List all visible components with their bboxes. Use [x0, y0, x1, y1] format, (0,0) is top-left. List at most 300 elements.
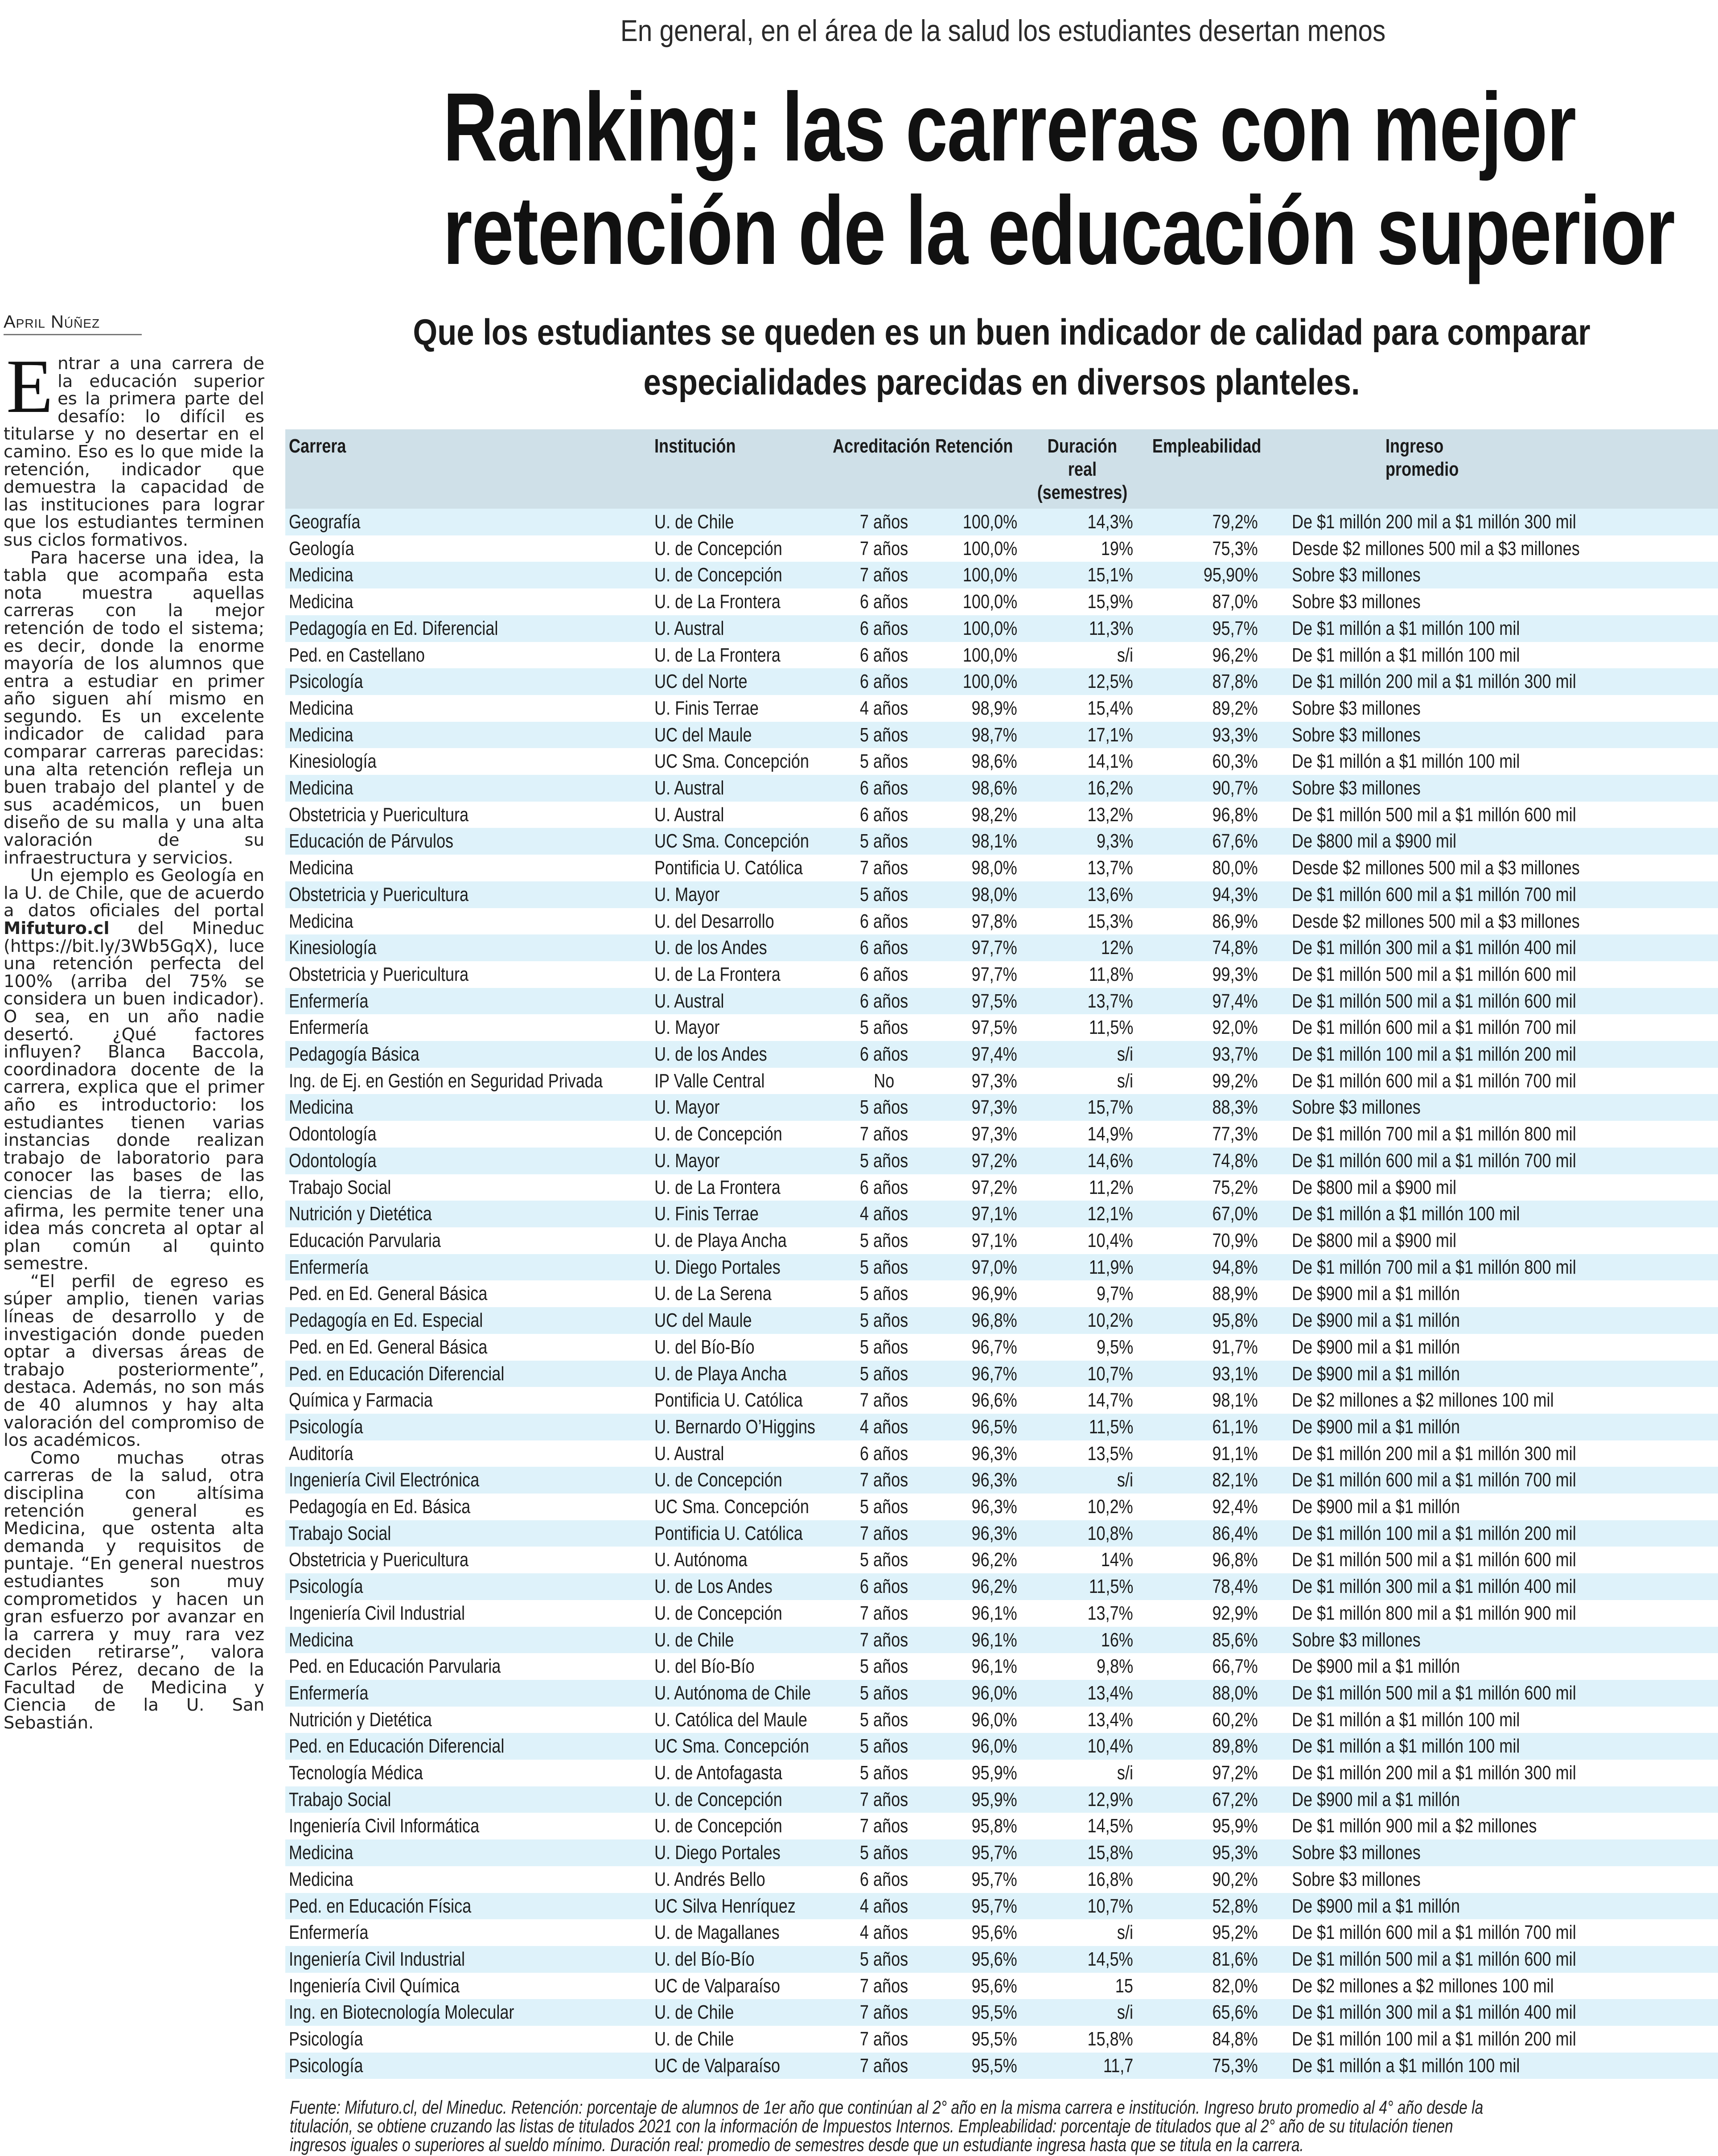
cell-retencion — [935, 722, 1024, 749]
cell-institucion — [654, 881, 833, 908]
cell-ingreso-text: De $1 millón 500 mil a $1 millón 600 mil — [1292, 1682, 1576, 1704]
cell-empleabilidad — [1140, 961, 1265, 988]
cell-retencion — [935, 1520, 1024, 1547]
cell-empleabilidad — [1140, 934, 1265, 961]
cell-institucion — [654, 1014, 833, 1041]
cell-empleabilidad-text: 65,6% — [1212, 2001, 1258, 2024]
cell-institucion-text: U. de Concepción — [654, 537, 782, 560]
cell-acreditacion — [833, 1547, 935, 1573]
cell-ingreso — [1265, 509, 1718, 535]
cell-duracion-text: 14% — [1101, 1549, 1133, 1571]
cell-retencion — [935, 881, 1024, 908]
cell-ingreso — [1265, 1707, 1718, 1733]
cell-institucion — [654, 1148, 833, 1174]
cell-retencion-text: 98,0% — [971, 883, 1017, 905]
table-row — [285, 828, 1718, 855]
cell-ingreso-text: De $1 millón 800 mil a $1 millón 900 mil — [1292, 1602, 1576, 1624]
cell-institucion — [654, 1839, 833, 1866]
cell-duracion — [1024, 1680, 1140, 1707]
cell-empleabilidad — [1140, 722, 1265, 749]
cell-retencion — [935, 775, 1024, 802]
cell-acreditacion — [833, 1760, 935, 1786]
cell-empleabilidad — [1140, 535, 1265, 562]
cell-retencion-text: 96,3% — [971, 1496, 1017, 1518]
cell-duracion-text: 15,4% — [1087, 697, 1133, 719]
cell-duracion-text: 9,7% — [1096, 1283, 1133, 1305]
cell-acreditacion-text: 6 años — [859, 644, 908, 666]
cell-duracion-text: 13,2% — [1087, 803, 1133, 826]
cell-institucion — [654, 1707, 833, 1733]
cell-carrera-text: Obstetricia y Puericultura — [289, 963, 469, 985]
cell-institucion — [654, 1280, 833, 1307]
cell-acreditacion — [833, 562, 935, 588]
cell-carrera — [285, 1866, 654, 1893]
cell-carrera — [285, 1041, 654, 1068]
cell-ingreso-text: Sobre $3 millones — [1292, 564, 1421, 586]
cell-ingreso — [1265, 775, 1718, 802]
cell-carrera-text: Pedagogía Básica — [289, 1043, 419, 1066]
cell-empleabilidad — [1140, 1148, 1265, 1174]
cell-retencion-text: 95,5% — [971, 2001, 1017, 2024]
cell-duracion — [1024, 562, 1140, 588]
cell-retencion-text: 100,0% — [962, 644, 1017, 666]
table-row — [285, 748, 1718, 775]
cell-retencion — [935, 1707, 1024, 1733]
cell-carrera — [285, 1254, 654, 1281]
cell-acreditacion — [833, 1307, 935, 1334]
cell-carrera — [285, 1839, 654, 1866]
byline: April Núñez — [4, 312, 142, 335]
kicker-text: En general, en el área de la salud los estudiantes desertan menos — [620, 14, 1386, 48]
cell-acreditacion-text: 6 años — [859, 1176, 908, 1198]
cell-duracion-text: 13,7% — [1087, 990, 1133, 1012]
cell-carrera — [285, 562, 654, 588]
cell-empleabilidad — [1140, 1280, 1265, 1307]
cell-retencion — [935, 535, 1024, 562]
cell-acreditacion-text: 6 años — [859, 1576, 908, 1598]
cell-duracion-text: 9,5% — [1096, 1336, 1133, 1358]
cell-carrera-text: Ingeniería Civil Industrial — [289, 1948, 465, 1970]
cell-retencion — [935, 1014, 1024, 1041]
cell-acreditacion-text: 5 años — [859, 830, 908, 852]
cell-duracion — [1024, 1946, 1140, 1973]
cell-empleabilidad — [1140, 775, 1265, 802]
cell-duracion — [1024, 1600, 1140, 1627]
cell-institucion — [654, 1999, 833, 2026]
cell-empleabilidad — [1140, 1600, 1265, 1627]
cell-retencion-text: 96,5% — [971, 1415, 1017, 1438]
cell-carrera — [285, 1653, 654, 1680]
cell-institucion-text: U. Autónoma — [654, 1549, 748, 1571]
cell-duracion-text: 11,9% — [1089, 1256, 1133, 1278]
cell-acreditacion-text: 4 años — [859, 697, 908, 719]
cell-empleabilidad-text: 93,3% — [1212, 724, 1258, 746]
cell-retencion-text: 95,8% — [971, 1815, 1017, 1837]
cell-empleabilidad — [1140, 2053, 1265, 2079]
cell-empleabilidad — [1140, 1387, 1265, 1414]
cell-retencion — [935, 1361, 1024, 1387]
cell-ingreso — [1265, 695, 1718, 722]
cell-empleabilidad-text: 95,9% — [1212, 1815, 1258, 1837]
cell-institucion — [654, 1094, 833, 1121]
cell-institucion-text: U. de Concepción — [654, 1788, 782, 1810]
header-duracion-line-2: real (semestres) — [1037, 458, 1128, 503]
cell-duracion — [1024, 1227, 1140, 1254]
cell-institucion-text: U. de Los Andes — [654, 1576, 773, 1598]
cell-carrera — [285, 1467, 654, 1494]
cell-acreditacion-text: 5 años — [859, 1708, 908, 1731]
cell-institucion-text: IP Valle Central — [654, 1070, 765, 1092]
cell-duracion-text: 17,1% — [1087, 724, 1133, 746]
cell-institucion — [654, 1440, 833, 1467]
cell-institucion-text: U. de Antofagasta — [654, 1762, 782, 1784]
table-row — [285, 1494, 1718, 1520]
cell-acreditacion-text: 5 años — [859, 1682, 908, 1704]
cell-carrera — [285, 642, 654, 669]
cell-retencion-text: 96,0% — [971, 1735, 1017, 1757]
cell-carrera-text: Medicina — [289, 697, 353, 719]
cell-duracion-text: 13,6% — [1087, 883, 1133, 905]
cell-duracion-text: 13,4% — [1087, 1708, 1133, 1731]
cell-carrera — [285, 1148, 654, 1174]
cell-ingreso-text: De $1 millón 500 mil a $1 millón 600 mil — [1292, 1549, 1576, 1571]
cell-duracion-text: 14,6% — [1087, 1149, 1133, 1172]
cell-institucion — [654, 1893, 833, 1920]
table-row — [285, 1467, 1718, 1494]
article-paragraph-4: “El perfil de egreso es súper amplio, tienen varias líneas de desarrollo y de investigación donde pueden optar a diversas áreas de trabajo posteriormente”, destaca. Además, no son más de 40 alumnos y hay alta valoración del compromiso de los académicos. — [4, 1271, 264, 1451]
cell-carrera-text: Medicina — [289, 910, 353, 932]
cell-acreditacion-text: 5 años — [859, 1149, 908, 1172]
cell-carrera — [285, 1307, 654, 1334]
table-row — [285, 1254, 1718, 1281]
cell-ingreso-text: Sobre $3 millones — [1292, 1868, 1421, 1890]
cell-institucion-text: U. de Concepción — [654, 1469, 782, 1491]
cell-carrera-text: Medicina — [289, 857, 353, 879]
cell-ingreso — [1265, 855, 1718, 881]
table-row — [285, 1786, 1718, 1813]
cell-institucion — [654, 2053, 833, 2079]
cell-empleabilidad — [1140, 1068, 1265, 1094]
cell-retencion — [935, 1866, 1024, 1893]
cell-retencion-text: 100,0% — [962, 511, 1017, 533]
cell-carrera-text: Psicología — [289, 1576, 363, 1598]
cell-acreditacion — [833, 1919, 935, 1946]
cell-duracion-text: 10,4% — [1087, 1229, 1133, 1251]
cell-institucion — [654, 588, 833, 615]
cell-ingreso — [1265, 1946, 1718, 1973]
cell-retencion — [935, 908, 1024, 935]
cell-carrera — [285, 1387, 654, 1414]
table-row — [285, 562, 1718, 588]
cell-retencion-text: 100,0% — [962, 591, 1017, 613]
cell-carrera — [285, 1600, 654, 1627]
cell-acreditacion — [833, 1839, 935, 1866]
cell-acreditacion — [833, 1707, 935, 1733]
cell-empleabilidad-text: 90,2% — [1212, 1868, 1258, 1890]
cell-institucion — [654, 1254, 833, 1281]
cell-duracion — [1024, 2026, 1140, 2053]
cell-institucion-text: U. Austral — [654, 990, 724, 1012]
cell-retencion — [935, 988, 1024, 1015]
cell-retencion — [935, 1254, 1024, 1281]
cell-ingreso — [1265, 1893, 1718, 1920]
cell-duracion-text: 14,1% — [1087, 750, 1133, 773]
cell-institucion-text: U. Austral — [654, 617, 724, 639]
cell-acreditacion — [833, 1414, 935, 1440]
cell-empleabilidad-text: 81,6% — [1212, 1948, 1258, 1970]
cell-empleabilidad-text: 61,1% — [1212, 1415, 1258, 1438]
cell-ingreso — [1265, 1467, 1718, 1494]
cell-institucion — [654, 1919, 833, 1946]
cell-empleabilidad-text: 67,6% — [1212, 830, 1258, 852]
cell-acreditacion-text: 7 años — [859, 857, 908, 879]
cell-empleabilidad — [1140, 1946, 1265, 1973]
cell-acreditacion — [833, 1121, 935, 1148]
cell-institucion — [654, 1973, 833, 2000]
cell-ingreso-text: De $1 millón 500 mil a $1 millón 600 mil — [1292, 1948, 1576, 1970]
cell-empleabilidad — [1140, 1573, 1265, 1600]
cell-acreditacion — [833, 1946, 935, 1973]
cell-carrera-text: Ingeniería Civil Química — [289, 1975, 460, 1997]
cell-retencion-text: 97,1% — [971, 1203, 1017, 1225]
cell-institucion — [654, 695, 833, 722]
cell-duracion-text: 10,8% — [1087, 1522, 1133, 1544]
cell-carrera-text: Psicología — [289, 671, 363, 693]
cell-ingreso-text: De $900 mil a $1 millón — [1292, 1283, 1460, 1305]
cell-duracion — [1024, 775, 1140, 802]
cell-institucion-text: U. Finis Terrae — [654, 1203, 759, 1225]
cell-ingreso-text: De $1 millón 100 mil a $1 millón 200 mil — [1292, 1522, 1576, 1544]
cell-empleabilidad — [1140, 668, 1265, 695]
cell-retencion-text: 96,0% — [971, 1682, 1017, 1704]
cell-duracion — [1024, 1467, 1140, 1494]
cell-institucion-text: U. de Concepción — [654, 1602, 782, 1624]
cell-carrera — [285, 2026, 654, 2053]
cell-empleabilidad-text: 89,2% — [1212, 697, 1258, 719]
cell-empleabilidad — [1140, 1973, 1265, 2000]
cell-retencion — [935, 2053, 1024, 2079]
cell-ingreso-text: De $800 mil a $900 mil — [1292, 830, 1457, 852]
cell-ingreso — [1265, 934, 1718, 961]
cell-retencion-text: 96,3% — [971, 1442, 1017, 1465]
cell-institucion-text: U. de Magallanes — [654, 1921, 780, 1944]
cell-retencion — [935, 1467, 1024, 1494]
table-row — [285, 1280, 1718, 1307]
cell-retencion — [935, 934, 1024, 961]
cell-acreditacion-text: 5 años — [859, 1362, 908, 1385]
cell-retencion-text: 97,2% — [971, 1176, 1017, 1198]
cell-acreditacion-text: 4 años — [859, 1895, 908, 1917]
cell-ingreso — [1265, 1148, 1718, 1174]
table-row — [285, 1733, 1718, 1760]
cell-institucion — [654, 934, 833, 961]
table-row — [285, 2053, 1718, 2079]
mifuturo-link[interactable]: Mifuturo.cl — [4, 918, 110, 938]
cell-institucion-text: UC del Maule — [654, 1309, 752, 1332]
cell-institucion-text: U. del Bío-Bío — [654, 1336, 755, 1358]
cell-carrera-text: Educación Parvularia — [289, 1229, 441, 1251]
cell-empleabilidad-text: 89,8% — [1212, 1735, 1258, 1757]
cell-retencion — [935, 1627, 1024, 1654]
cell-carrera-text: Obstetricia y Puericultura — [289, 1549, 469, 1571]
cell-empleabilidad — [1140, 1999, 1265, 2026]
cell-acreditacion-text: 7 años — [859, 1815, 908, 1837]
cell-duracion — [1024, 1414, 1140, 1440]
cell-institucion — [654, 2026, 833, 2053]
cell-retencion — [935, 1680, 1024, 1707]
cell-empleabilidad-text: 86,4% — [1212, 1522, 1258, 1544]
cell-retencion-text: 97,7% — [971, 937, 1017, 959]
cell-empleabilidad-text: 80,0% — [1212, 857, 1258, 879]
cell-empleabilidad — [1140, 1680, 1265, 1707]
cell-institucion-text: UC del Maule — [654, 724, 752, 746]
cell-institucion — [654, 855, 833, 881]
cell-retencion — [935, 1201, 1024, 1227]
cell-retencion-text: 100,0% — [962, 671, 1017, 693]
table-row — [285, 1148, 1718, 1174]
cell-acreditacion-text: 6 años — [859, 671, 908, 693]
cell-acreditacion-text: 7 años — [859, 564, 908, 586]
cell-ingreso — [1265, 1041, 1718, 1068]
cell-empleabilidad — [1140, 615, 1265, 642]
cell-empleabilidad — [1140, 1786, 1265, 1813]
cell-institucion — [654, 1866, 833, 1893]
table-row — [285, 1440, 1718, 1467]
cell-duracion — [1024, 1733, 1140, 1760]
cell-ingreso — [1265, 802, 1718, 828]
cell-institucion-text: U. de La Frontera — [654, 963, 781, 985]
cell-ingreso — [1265, 1973, 1718, 2000]
table-row — [285, 642, 1718, 669]
cell-empleabilidad — [1140, 1520, 1265, 1547]
table-row — [285, 1387, 1718, 1414]
cell-empleabilidad-text: 82,1% — [1212, 1469, 1258, 1491]
cell-retencion — [935, 588, 1024, 615]
cell-institucion — [654, 615, 833, 642]
cell-ingreso-text: De $1 millón 200 mil a $1 millón 300 mil — [1292, 1442, 1576, 1465]
cell-acreditacion-text: 7 años — [859, 1975, 908, 1997]
cell-acreditacion — [833, 668, 935, 695]
cell-acreditacion-text: 5 años — [859, 1496, 908, 1518]
cell-empleabilidad-text: 87,0% — [1212, 591, 1258, 613]
cell-acreditacion — [833, 1520, 935, 1547]
cell-institucion-text: UC del Norte — [654, 671, 748, 693]
cell-acreditacion-text: 5 años — [859, 1842, 908, 1864]
cell-empleabilidad-text: 88,9% — [1212, 1283, 1258, 1305]
cell-acreditacion — [833, 1973, 935, 2000]
cell-retencion-text: 96,3% — [971, 1469, 1017, 1491]
cell-empleabilidad — [1140, 1361, 1265, 1387]
cell-ingreso-text: De $1 millón 300 mil a $1 millón 400 mil — [1292, 2001, 1576, 2024]
cell-carrera — [285, 1494, 654, 1520]
cell-carrera-text: Medicina — [289, 1842, 353, 1864]
cell-carrera-text: Kinesiología — [289, 937, 377, 959]
cell-acreditacion — [833, 1680, 935, 1707]
cell-carrera — [285, 748, 654, 775]
cell-institucion-text: U. Bernardo O’Higgins — [654, 1415, 815, 1438]
cell-institucion — [654, 1573, 833, 1600]
cell-carrera-text: Medicina — [289, 564, 353, 586]
table-row — [285, 988, 1718, 1015]
cell-ingreso-text: De $1 millón a $1 millón 100 mil — [1292, 617, 1520, 639]
cell-institucion-text: U. Andrés Bello — [654, 1868, 765, 1890]
cell-carrera — [285, 668, 654, 695]
cell-ingreso — [1265, 988, 1718, 1015]
table-row — [285, 2026, 1718, 2053]
cell-carrera — [285, 1627, 654, 1654]
table-footnote — [290, 2098, 1707, 2154]
cell-carrera-text: Ped. en Ed. General Básica — [289, 1283, 488, 1305]
cell-empleabilidad — [1140, 1627, 1265, 1654]
table-row — [285, 1680, 1718, 1707]
cell-institucion-text: U. Mayor — [654, 1149, 720, 1172]
cell-carrera-text: Trabajo Social — [289, 1522, 391, 1544]
cell-empleabilidad-text: 67,0% — [1212, 1203, 1258, 1225]
cell-institucion — [654, 642, 833, 669]
cell-ingreso — [1265, 1014, 1718, 1041]
cell-carrera-text: Obstetricia y Puericultura — [289, 803, 469, 826]
footnote-line-2: titulación, se obtiene cruzando las listas de titulados 2021 con la información de Impuestos Internos. Empleabilidad: porcentaje de titulados que al 2° año de su titulación tienen — [290, 2115, 1453, 2136]
cell-institucion-text: U. Diego Portales — [654, 1842, 781, 1864]
cell-duracion-text: 12% — [1101, 937, 1133, 959]
cell-ingreso — [1265, 1387, 1718, 1414]
cell-ingreso — [1265, 1334, 1718, 1361]
table-row — [285, 1414, 1718, 1440]
cell-ingreso — [1265, 668, 1718, 695]
cell-carrera — [285, 1707, 654, 1733]
cell-ingreso — [1265, 1760, 1718, 1786]
cell-carrera — [285, 1813, 654, 1839]
cell-carrera-text: Ped. en Educación Diferencial — [289, 1735, 505, 1757]
cell-acreditacion — [833, 1148, 935, 1174]
cell-ingreso — [1265, 588, 1718, 615]
cell-acreditacion-text: 7 años — [859, 1389, 908, 1411]
cell-empleabilidad — [1140, 908, 1265, 935]
cell-duracion-text: 14,9% — [1087, 1123, 1133, 1145]
cell-acreditacion-text: 7 años — [859, 1788, 908, 1810]
cell-institucion-text: U. del Desarrollo — [654, 910, 774, 932]
cell-carrera — [285, 1733, 654, 1760]
cell-carrera-text: Ingeniería Civil Electrónica — [289, 1469, 480, 1491]
cell-carrera-text: Ing. de Ej. en Gestión en Seguridad Privada — [289, 1070, 603, 1092]
cell-ingreso — [1265, 1414, 1718, 1440]
cell-retencion — [935, 1786, 1024, 1813]
article-paragraph-2: Para hacerse una idea, la tabla que acompaña esta nota muestra aquellas carreras con la mejor retención de todo el sistema; es decir, donde la enorme mayoría de los alumnos que entra a estudiar en primer año siguen ahí mismo en segundo. Es un excelente indicador de calidad para comparar carreras parecidas: una alta retención refleja un buen trabajo del plantel y de sus académicos, un buen diseño de su malla y una alta valoración de su infraestructura y servicios. — [4, 547, 264, 868]
cell-retencion — [935, 1839, 1024, 1866]
cell-retencion-text: 96,1% — [971, 1655, 1017, 1678]
cell-carrera — [285, 1201, 654, 1227]
cell-ingreso — [1265, 1573, 1718, 1600]
cell-duracion — [1024, 509, 1140, 535]
header-retencion — [935, 429, 1024, 509]
cell-institucion — [654, 828, 833, 855]
cell-ingreso — [1265, 1653, 1718, 1680]
cell-carrera-text: Ingeniería Civil Industrial — [289, 1602, 465, 1624]
paragraph-3-text-b: del Mineduc (https://bit.ly/3Wb5GqX), luce una retención perfecta del 100% (arriba del 75% se considera un buen indicador). O sea, en un año nadie desertó. ¿Qué factores influyen? Blanca Baccola, coordinadora docente de la carrera, explica que el primer año es introductorio: los estudiantes tienen varias instancias donde realizan trabajo de laboratorio para conocer las bases de las ciencias de la tierra; ello, afirma, les permite tener una idea más concreta al optar al plan común al quinto semestre. — [4, 918, 264, 1274]
cell-empleabilidad-text: 88,3% — [1212, 1096, 1258, 1119]
cell-institucion-text: UC Sma. Concepción — [654, 750, 809, 773]
cell-retencion — [935, 1946, 1024, 1973]
cell-ingreso — [1265, 1494, 1718, 1520]
cell-empleabilidad-text: 96,2% — [1212, 644, 1258, 666]
cell-duracion — [1024, 1014, 1140, 1041]
cell-ingreso — [1265, 722, 1718, 749]
cell-duracion-text: 12,1% — [1087, 1203, 1133, 1225]
headline — [285, 73, 1718, 285]
cell-institucion — [654, 1547, 833, 1573]
cell-duracion — [1024, 535, 1140, 562]
cell-acreditacion — [833, 1041, 935, 1068]
